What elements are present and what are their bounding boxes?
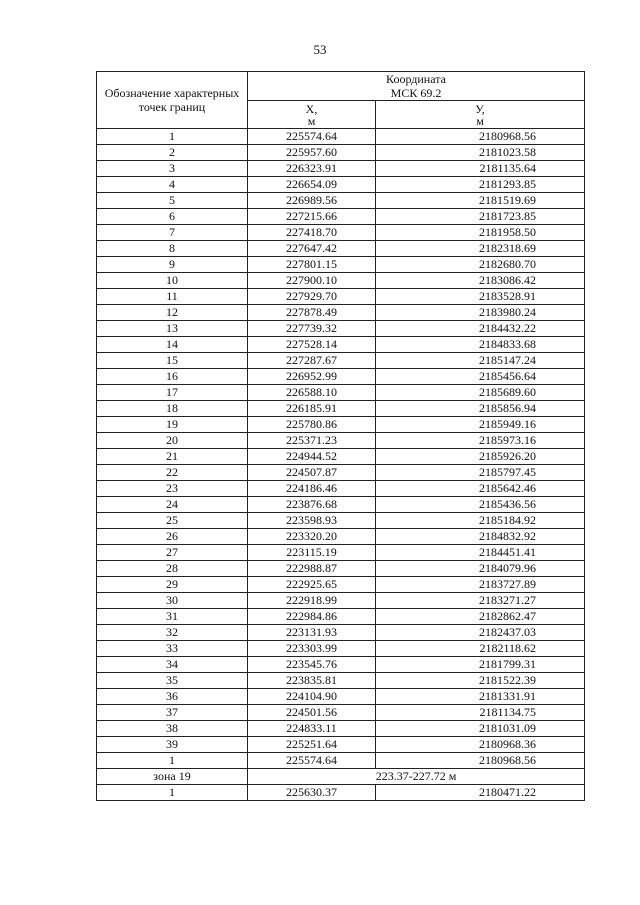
table-row: [97, 593, 585, 609]
x-coordinate-cell: 226185.91: [248, 401, 376, 417]
x-coordinate-cell: 223131.93: [248, 625, 376, 641]
point-id-cell: 7: [97, 225, 248, 241]
point-id-cell: 30: [97, 593, 248, 609]
y-coordinate-cell: 2181023.58: [376, 145, 585, 161]
x-coordinate-cell: 222988.87: [248, 561, 376, 577]
point-header-line2: точек границ: [138, 100, 206, 114]
x-coordinate-cell: 225957.60: [248, 145, 376, 161]
table-row: [97, 513, 585, 529]
zone-range: 223.37-227.72 м: [248, 769, 585, 785]
table-row: [97, 737, 585, 753]
table-row: [97, 641, 585, 657]
coordinate-title: Координата: [386, 72, 446, 86]
point-id-cell: 13: [97, 321, 248, 337]
y-coordinate-cell: 2180471.22: [376, 785, 585, 801]
point-id-cell: 36: [97, 689, 248, 705]
table-row: [97, 401, 585, 417]
point-id-cell: 38: [97, 721, 248, 737]
x-coordinate-cell: 227878.49: [248, 305, 376, 321]
table-row: [97, 225, 585, 241]
table-row: [97, 625, 585, 641]
table-row: [97, 289, 585, 305]
point-id-cell: 11: [97, 289, 248, 305]
y-coordinate-cell: 2185797.45: [376, 465, 585, 481]
y-coordinate-cell: 2181031.09: [376, 721, 585, 737]
table-row: [97, 145, 585, 161]
point-id-cell: 3: [97, 161, 248, 177]
table-row: [97, 257, 585, 273]
zone-label: зона 19: [97, 769, 248, 785]
table-row: [97, 497, 585, 513]
point-id-cell: 37: [97, 705, 248, 721]
point-id-cell: 21: [97, 449, 248, 465]
point-id-cell: 35: [97, 673, 248, 689]
point-id-cell: 29: [97, 577, 248, 593]
x-coordinate-cell: 226654.09: [248, 177, 376, 193]
x-label: Х,: [305, 101, 318, 116]
y-coordinate-cell: 2181522.39: [376, 673, 585, 689]
table-row: [97, 545, 585, 561]
table-row: [97, 689, 585, 705]
point-id-cell: 24: [97, 497, 248, 513]
x-coordinate-cell: 223598.93: [248, 513, 376, 529]
x-coordinate-cell: 224104.90: [248, 689, 376, 705]
x-coordinate-cell: 227900.10: [248, 273, 376, 289]
table-row: [97, 481, 585, 497]
point-id-cell: 1: [97, 785, 248, 801]
x-coordinate-cell: 227287.67: [248, 353, 376, 369]
y-label: У,: [475, 101, 485, 116]
point-id-cell: 28: [97, 561, 248, 577]
table-row: [97, 177, 585, 193]
x-coordinate-cell: 225574.64: [248, 129, 376, 145]
point-id-cell: 17: [97, 385, 248, 401]
point-id-cell: 34: [97, 657, 248, 673]
x-coordinate-cell: 225371.23: [248, 433, 376, 449]
y-coordinate-cell: 2181799.31: [376, 657, 585, 673]
table-row: [97, 657, 585, 673]
x-coordinate-cell: 222918.99: [248, 593, 376, 609]
y-coordinate-cell: 2185184.92: [376, 513, 585, 529]
table-row: [97, 705, 585, 721]
table-row: [97, 577, 585, 593]
y-coordinate-cell: 2184832.92: [376, 529, 585, 545]
table-row: [97, 337, 585, 353]
y-coordinate-cell: 2182437.03: [376, 625, 585, 641]
table-row: [97, 273, 585, 289]
y-coordinate-cell: 2180968.56: [376, 753, 585, 769]
y-coordinate-cell: 2180968.36: [376, 737, 585, 753]
point-id-cell: 16: [97, 369, 248, 385]
y-coordinate-cell: 2183271.27: [376, 593, 585, 609]
point-id-cell: 1: [97, 129, 248, 145]
table-row: [97, 209, 585, 225]
y-coordinate-cell: 2185856.94: [376, 401, 585, 417]
y-coordinate-cell: 2184833.68: [376, 337, 585, 353]
point-id-cell: 5: [97, 193, 248, 209]
point-id-cell: 39: [97, 737, 248, 753]
y-coordinate-cell: 2185973.16: [376, 433, 585, 449]
table-row: [97, 321, 585, 337]
table-row: [97, 161, 585, 177]
point-id-cell: 9: [97, 257, 248, 273]
y-coordinate-cell: 2180968.56: [376, 129, 585, 145]
y-coordinate-cell: 2185456.64: [376, 369, 585, 385]
page-number: 53: [313, 42, 327, 57]
y-coordinate-cell: 2185436.56: [376, 497, 585, 513]
point-id-cell: 26: [97, 529, 248, 545]
y-coordinate-cell: 2181519.69: [376, 193, 585, 209]
x-coordinate-cell: 223303.99: [248, 641, 376, 657]
x-coordinate-cell: 227739.32: [248, 321, 376, 337]
x-coordinate-cell: 224186.46: [248, 481, 376, 497]
point-id-cell: 14: [97, 337, 248, 353]
point-id-cell: 10: [97, 273, 248, 289]
point-id-cell: 31: [97, 609, 248, 625]
x-coordinate-cell: 226952.99: [248, 369, 376, 385]
x-coordinate-cell: 223835.81: [248, 673, 376, 689]
y-coordinate-cell: 2185642.46: [376, 481, 585, 497]
y-coordinate-cell: 2181331.91: [376, 689, 585, 705]
point-id-cell: 33: [97, 641, 248, 657]
x-coordinate-cell: 227929.70: [248, 289, 376, 305]
y-coordinate-cell: 2184451.41: [376, 545, 585, 561]
y-coordinate-cell: 2181723.85: [376, 209, 585, 225]
table-row: [97, 193, 585, 209]
zone-row: [97, 769, 585, 785]
table-row: [97, 609, 585, 625]
point-id-cell: 25: [97, 513, 248, 529]
table-row: [97, 369, 585, 385]
coordinates-table: [96, 71, 585, 801]
table-row: [97, 721, 585, 737]
x-coordinate-cell: 224944.52: [248, 449, 376, 465]
x-coordinate-cell: 224501.56: [248, 705, 376, 721]
coordinate-system: МСК 69.2: [390, 86, 442, 100]
y-coordinate-cell: 2183727.89: [376, 577, 585, 593]
x-coordinate-cell: 225574.64: [248, 753, 376, 769]
table-row: [97, 753, 585, 769]
y-coordinate-cell: 2182318.69: [376, 241, 585, 257]
y-coordinate-cell: 2182118.62: [376, 641, 585, 657]
point-id-cell: 15: [97, 353, 248, 369]
y-coordinate-cell: 2183528.91: [376, 289, 585, 305]
y-coordinate-cell: 2185926.20: [376, 449, 585, 465]
y-coordinate-cell: 2182680.70: [376, 257, 585, 273]
x-coordinate-cell: 222984.86: [248, 609, 376, 625]
coordinate-header: [248, 72, 585, 101]
point-id-cell: 20: [97, 433, 248, 449]
point-id-cell: 23: [97, 481, 248, 497]
x-unit: м: [307, 113, 316, 128]
point-id-cell: 22: [97, 465, 248, 481]
y-coordinate-cell: 2181293.85: [376, 177, 585, 193]
y-column-header: [376, 101, 585, 129]
table-row: [97, 353, 585, 369]
table-row: [97, 785, 585, 801]
x-coordinate-cell: 226989.56: [248, 193, 376, 209]
point-id-cell: 12: [97, 305, 248, 321]
table-row: [97, 449, 585, 465]
y-coordinate-cell: 2181135.64: [376, 161, 585, 177]
y-coordinate-cell: 2185147.24: [376, 353, 585, 369]
y-coordinate-cell: 2184432.22: [376, 321, 585, 337]
point-id-cell: 32: [97, 625, 248, 641]
x-coordinate-cell: 225630.37: [248, 785, 376, 801]
y-coordinate-cell: 2181134.75: [376, 705, 585, 721]
y-coordinate-cell: 2184079.96: [376, 561, 585, 577]
y-coordinate-cell: 2182862.47: [376, 609, 585, 625]
x-coordinate-cell: 227215.66: [248, 209, 376, 225]
y-coordinate-cell: 2183980.24: [376, 305, 585, 321]
x-coordinate-cell: 224507.87: [248, 465, 376, 481]
point-id-cell: 1: [97, 753, 248, 769]
x-column-header: [248, 101, 376, 129]
table-row: [97, 385, 585, 401]
point-column-header: [97, 72, 248, 129]
x-coordinate-cell: 223876.68: [248, 497, 376, 513]
x-coordinate-cell: 227418.70: [248, 225, 376, 241]
x-coordinate-cell: 223115.19: [248, 545, 376, 561]
x-coordinate-cell: 226323.91: [248, 161, 376, 177]
table-row: [97, 673, 585, 689]
x-coordinate-cell: 223545.76: [248, 657, 376, 673]
point-id-cell: 27: [97, 545, 248, 561]
point-id-cell: 19: [97, 417, 248, 433]
y-coordinate-cell: 2185689.60: [376, 385, 585, 401]
table-row: [97, 529, 585, 545]
point-header-line1: Обозначение характерных: [104, 86, 240, 100]
point-id-cell: 18: [97, 401, 248, 417]
table-row: [97, 433, 585, 449]
x-coordinate-cell: 226588.10: [248, 385, 376, 401]
table-row: [97, 305, 585, 321]
table-row: [97, 417, 585, 433]
y-coordinate-cell: 2181958.50: [376, 225, 585, 241]
x-coordinate-cell: 225780.86: [248, 417, 376, 433]
y-coordinate-cell: 2185949.16: [376, 417, 585, 433]
table-row: [97, 465, 585, 481]
y-coordinate-cell: 2183086.42: [376, 273, 585, 289]
x-coordinate-cell: 222925.65: [248, 577, 376, 593]
table-row: [97, 241, 585, 257]
x-coordinate-cell: 223320.20: [248, 529, 376, 545]
x-coordinate-cell: 227801.15: [248, 257, 376, 273]
table-row: [97, 561, 585, 577]
x-coordinate-cell: 227528.14: [248, 337, 376, 353]
point-id-cell: 8: [97, 241, 248, 257]
point-id-cell: 2: [97, 145, 248, 161]
x-coordinate-cell: 225251.64: [248, 737, 376, 753]
point-id-cell: 4: [97, 177, 248, 193]
table-row: [97, 129, 585, 145]
x-coordinate-cell: 224833.11: [248, 721, 376, 737]
point-id-cell: 6: [97, 209, 248, 225]
y-unit: м: [476, 113, 484, 128]
x-coordinate-cell: 227647.42: [248, 241, 376, 257]
